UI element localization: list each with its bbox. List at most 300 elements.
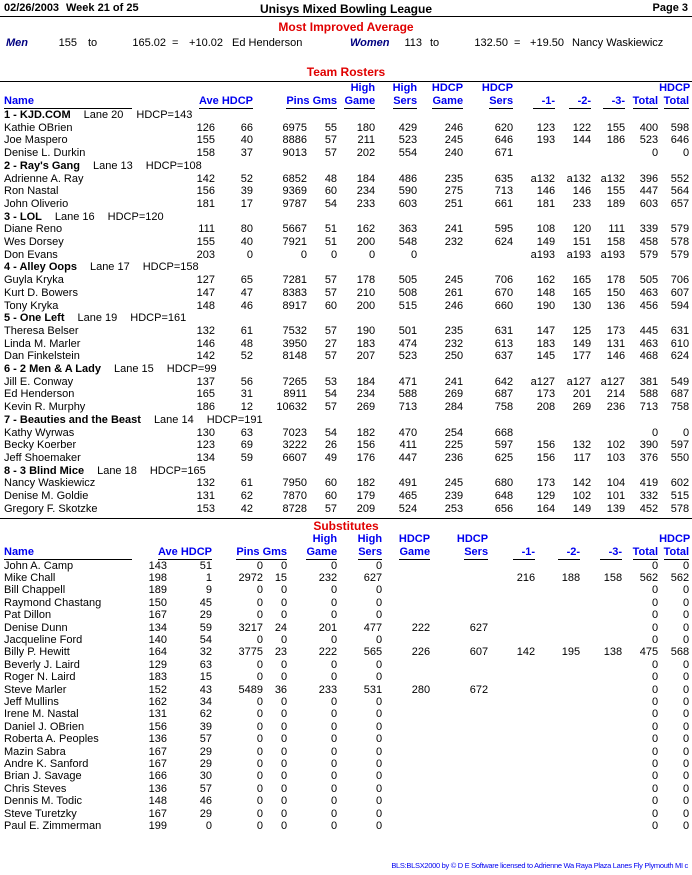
cell-hdcp-game: 240 bbox=[444, 147, 464, 160]
cell-high-sers: 0 bbox=[375, 609, 383, 622]
cell-pins: 0 bbox=[256, 733, 263, 746]
cell-game-1: a127 bbox=[530, 375, 556, 388]
cell-high-game: 179 bbox=[356, 490, 376, 503]
cell-hdcp-sers: 595 bbox=[494, 223, 514, 236]
cell-high-game: 162 bbox=[356, 223, 376, 236]
cell-hdcp-game bbox=[383, 770, 431, 782]
col-high-sers: Sers bbox=[393, 95, 418, 107]
cell-gms: 57 bbox=[324, 286, 338, 299]
bowler-name: Diane Reno bbox=[4, 223, 63, 236]
cell-game-3: 236 bbox=[606, 401, 626, 414]
table-row bbox=[2, 634, 690, 646]
cell-high-game: 201 bbox=[318, 621, 338, 634]
col-game-2: -2- bbox=[536, 545, 581, 560]
substitutes-table bbox=[2, 533, 690, 833]
cell-ave: 127 bbox=[196, 274, 215, 287]
table-row bbox=[2, 236, 690, 249]
cell-ave: 132 bbox=[196, 477, 215, 490]
cell-game-3 bbox=[581, 634, 623, 646]
cell-hdcp-game bbox=[383, 560, 431, 572]
cell-game-1 bbox=[489, 609, 536, 621]
cell-game-3: 104 bbox=[606, 477, 626, 490]
most-improved-row bbox=[0, 37, 692, 51]
col-hdcp-sers-top: HDCP bbox=[456, 532, 489, 545]
cell-game-2: a132 bbox=[566, 172, 592, 185]
lane-label: Lane 13 bbox=[92, 159, 133, 172]
team-header-cell bbox=[2, 261, 690, 274]
cell-game-2 bbox=[536, 671, 581, 683]
cell-game-2: a127 bbox=[566, 375, 592, 388]
cell-pins: 9787 bbox=[282, 197, 307, 210]
cell-hdcp-total: 0 bbox=[682, 609, 690, 622]
substitute-name: Denise Dunn bbox=[4, 621, 68, 634]
cell-total: 0 bbox=[651, 708, 659, 721]
cell-high-sers: 447 bbox=[398, 451, 418, 464]
cell-total: 0 bbox=[651, 695, 659, 708]
col-high-game: Game bbox=[344, 95, 376, 107]
cell-ave: 155 bbox=[196, 236, 215, 249]
cell-hdcp: 37 bbox=[240, 147, 253, 160]
cell-game-2 bbox=[536, 584, 581, 596]
cell-high-game: 0 bbox=[330, 795, 338, 808]
cell-hdcp-total: 578 bbox=[670, 502, 690, 515]
cell-high-sers: 508 bbox=[398, 286, 418, 299]
col-name: Name bbox=[2, 545, 146, 560]
cell-hdcp-total: 579 bbox=[670, 223, 690, 236]
cell-game-3 bbox=[581, 597, 623, 609]
cell-pins: 3222 bbox=[282, 439, 307, 452]
cell-game-3 bbox=[581, 721, 623, 733]
col-game-3: -3- bbox=[581, 545, 623, 560]
cell-game-1: a132 bbox=[530, 172, 556, 185]
cell-hdcp: 34 bbox=[199, 695, 212, 708]
cell-game-2: 269 bbox=[572, 401, 592, 414]
cell-hdcp: 65 bbox=[240, 274, 253, 287]
header-row-top bbox=[2, 533, 690, 545]
cell-game-3 bbox=[581, 659, 623, 671]
header-row-bottom bbox=[2, 94, 690, 109]
cell-hdcp-sers bbox=[431, 733, 489, 745]
cell-hdcp-game: 239 bbox=[444, 490, 464, 503]
cell-total: 0 bbox=[651, 683, 659, 696]
team-name: 2 - Ray's Gang bbox=[4, 159, 80, 172]
cell-ave: 147 bbox=[196, 286, 215, 299]
table-row bbox=[2, 758, 690, 770]
cell-hdcp-game: 232 bbox=[444, 236, 464, 249]
cell-game-2 bbox=[536, 770, 581, 782]
cell-game-1: 147 bbox=[536, 324, 556, 337]
cell-game-1 bbox=[514, 147, 556, 160]
cell-pins: 7950 bbox=[282, 477, 307, 490]
cell-high-game: 176 bbox=[356, 451, 376, 464]
cell-total: 0 bbox=[651, 820, 659, 833]
cell-ave: 134 bbox=[196, 451, 215, 464]
cell-gms: 0 bbox=[280, 559, 288, 572]
cell-pins: 0 bbox=[256, 609, 263, 622]
cell-hdcp: 62 bbox=[199, 708, 212, 721]
cell-hdcp-sers bbox=[431, 597, 489, 609]
cell-high-sers: 0 bbox=[375, 820, 383, 833]
cell-high-game: 0 bbox=[330, 584, 338, 597]
cell-hdcp-game: 232 bbox=[444, 337, 464, 350]
table-row bbox=[2, 646, 690, 658]
cell-game-3 bbox=[581, 671, 623, 683]
bowler-name: Ed Henderson bbox=[4, 388, 75, 401]
team-header-row bbox=[2, 465, 690, 478]
cell-game-2: 130 bbox=[572, 299, 592, 312]
cell-hdcp-sers: 661 bbox=[494, 197, 514, 210]
cell-pins: 0 bbox=[256, 596, 263, 609]
cell-game-1: 142 bbox=[516, 646, 536, 659]
cell-game-1: 183 bbox=[536, 337, 556, 350]
table-row bbox=[2, 696, 690, 708]
cell-total: 523 bbox=[639, 134, 659, 147]
cell-ave: 129 bbox=[148, 658, 167, 671]
cell-gms: 0 bbox=[280, 782, 288, 795]
cell-pins: 0 bbox=[256, 559, 263, 572]
lane-label: Lane 15 bbox=[113, 363, 154, 376]
cell-total: 456 bbox=[639, 299, 659, 312]
cell-hdcp-total: 624 bbox=[670, 350, 690, 363]
cell-game-2: 122 bbox=[572, 121, 592, 134]
cell-gms: 0 bbox=[280, 633, 288, 646]
cell-hdcp-sers: 648 bbox=[494, 490, 514, 503]
cell-game-3: 214 bbox=[606, 388, 626, 401]
cell-game-3: 158 bbox=[606, 236, 626, 249]
cell-pins: 5667 bbox=[282, 223, 307, 236]
cell-total: 0 bbox=[651, 758, 659, 770]
cell-gms: 57 bbox=[324, 324, 338, 337]
cell-hdcp-game: 251 bbox=[444, 197, 464, 210]
cell-gms: 49 bbox=[324, 451, 338, 464]
cell-high-game: 210 bbox=[356, 286, 376, 299]
cell-high-sers: 501 bbox=[398, 324, 418, 337]
cell-hdcp-total: 646 bbox=[670, 134, 690, 147]
men-equals-sign: = bbox=[172, 37, 179, 49]
cell-game-2 bbox=[536, 795, 581, 807]
cell-hdcp-game: 284 bbox=[444, 401, 464, 414]
cell-hdcp-sers: 631 bbox=[494, 324, 514, 337]
cell-game-1: 193 bbox=[536, 134, 556, 147]
cell-game-2 bbox=[556, 427, 592, 440]
cell-high-game: 0 bbox=[330, 633, 338, 646]
cell-hdcp: 45 bbox=[199, 596, 212, 609]
cell-hdcp-sers: 613 bbox=[494, 337, 514, 350]
cell-total: 562 bbox=[639, 571, 659, 584]
cell-gms: 0 bbox=[280, 708, 288, 721]
cell-hdcp: 17 bbox=[240, 197, 253, 210]
cell-hdcp-sers: 607 bbox=[469, 646, 489, 659]
cell-game-3 bbox=[581, 820, 623, 832]
men-to-word: to bbox=[88, 37, 98, 49]
team-name: 5 - One Left bbox=[4, 312, 65, 325]
cell-hdcp: 29 bbox=[199, 609, 212, 622]
report-date: 02/26/2003 bbox=[4, 2, 60, 14]
cell-hdcp-game bbox=[383, 758, 431, 770]
cell-hdcp: 48 bbox=[240, 337, 253, 350]
cell-high-sers: 0 bbox=[375, 671, 383, 684]
cell-hdcp-total: 0 bbox=[682, 758, 690, 770]
table-row bbox=[2, 503, 690, 516]
cell-ave: 156 bbox=[148, 720, 167, 733]
cell-game-2 bbox=[536, 808, 581, 820]
cell-high-sers: 0 bbox=[410, 248, 418, 261]
cell-gms: 0 bbox=[280, 820, 288, 833]
cell-high-game: 182 bbox=[356, 477, 376, 490]
cell-game-3 bbox=[581, 684, 623, 696]
cell-pins: 10632 bbox=[276, 401, 307, 414]
cell-hdcp: 56 bbox=[240, 375, 253, 388]
cell-hdcp-game: 246 bbox=[444, 299, 464, 312]
bowler-name: Nancy Waskiewicz bbox=[4, 477, 96, 490]
cell-hdcp-game: 250 bbox=[444, 350, 464, 363]
bowler-name: Becky Koerber bbox=[4, 439, 77, 452]
cell-hdcp: 12 bbox=[240, 401, 253, 414]
table-row bbox=[2, 490, 690, 503]
cell-total: 0 bbox=[651, 559, 659, 572]
cell-game-3 bbox=[581, 783, 623, 795]
team-header-row bbox=[2, 261, 690, 274]
cell-total: 0 bbox=[651, 633, 659, 646]
cell-pins: 7265 bbox=[282, 375, 307, 388]
cell-total: 0 bbox=[651, 795, 659, 808]
cell-pins: 8383 bbox=[282, 286, 307, 299]
page-number: Page 3 bbox=[652, 2, 688, 14]
cell-pins: 7281 bbox=[282, 274, 307, 287]
cell-high-game: 209 bbox=[356, 502, 376, 515]
cell-high-game: 0 bbox=[330, 770, 338, 783]
cell-ave: 130 bbox=[196, 426, 215, 439]
cell-total: 463 bbox=[639, 286, 659, 299]
cell-hdcp-game: 269 bbox=[444, 388, 464, 401]
cell-pins: 7532 bbox=[282, 324, 307, 337]
cell-game-3: 136 bbox=[606, 299, 626, 312]
cell-game-3: 131 bbox=[606, 337, 626, 350]
table-row bbox=[2, 338, 690, 351]
bowler-name: Linda M. Marler bbox=[4, 337, 81, 350]
team-hdcp-label: HDCP=143 bbox=[136, 109, 193, 121]
cell-high-sers: 471 bbox=[398, 375, 418, 388]
cell-ave: 148 bbox=[148, 795, 167, 808]
team-name: 1 - KJD.COM bbox=[4, 109, 71, 121]
cell-hdcp-sers bbox=[431, 609, 489, 621]
cell-hdcp-sers bbox=[431, 758, 489, 770]
men-to-average: 165.02 bbox=[132, 37, 166, 49]
cell-high-game: 0 bbox=[330, 745, 338, 758]
cell-high-game: 202 bbox=[356, 147, 376, 160]
cell-game-1: 173 bbox=[536, 388, 556, 401]
cell-total: 505 bbox=[639, 274, 659, 287]
team-header-row bbox=[2, 160, 690, 173]
cell-hdcp-sers bbox=[431, 820, 489, 832]
cell-hdcp-sers bbox=[431, 634, 489, 646]
cell-gms: 27 bbox=[324, 337, 338, 350]
substitute-name: Dennis M. Todic bbox=[4, 795, 83, 808]
cell-ave: 131 bbox=[196, 490, 215, 503]
cell-ave: 123 bbox=[196, 439, 215, 452]
cell-high-game: 180 bbox=[356, 121, 376, 134]
cell-high-game: 234 bbox=[356, 185, 376, 198]
cell-game-1 bbox=[489, 560, 536, 572]
cell-high-sers: 515 bbox=[398, 299, 418, 312]
cell-hdcp-game bbox=[383, 808, 431, 820]
cell-pins: 0 bbox=[300, 248, 307, 261]
cell-gms: 0 bbox=[330, 248, 338, 261]
cell-game-3: 146 bbox=[606, 350, 626, 363]
cell-hdcp: 61 bbox=[240, 477, 253, 490]
table-row bbox=[2, 185, 690, 198]
substitute-name: Mike Chall bbox=[4, 571, 56, 584]
cell-high-sers: 554 bbox=[398, 147, 418, 160]
cell-hdcp-sers bbox=[431, 721, 489, 733]
cell-hdcp-game bbox=[383, 659, 431, 671]
cell-total: 390 bbox=[639, 439, 659, 452]
cell-game-2 bbox=[536, 783, 581, 795]
lane-label: Lane 18 bbox=[97, 464, 137, 477]
cell-high-game: 182 bbox=[356, 426, 376, 439]
cell-game-2 bbox=[536, 696, 581, 708]
cell-hdcp-game bbox=[383, 609, 431, 621]
team-header-cell bbox=[2, 312, 690, 325]
table-row bbox=[2, 350, 690, 363]
cell-gms: 54 bbox=[324, 426, 338, 439]
table-row bbox=[2, 609, 690, 621]
cell-ave: 203 bbox=[196, 248, 215, 261]
cell-hdcp: 29 bbox=[199, 758, 212, 770]
cell-high-sers: 0 bbox=[375, 596, 383, 609]
cell-hdcp: 46 bbox=[199, 795, 212, 808]
men-improvement: +10.02 bbox=[189, 37, 223, 49]
women-to-average: 132.50 bbox=[474, 37, 508, 49]
cell-total: 0 bbox=[651, 426, 659, 439]
cell-hdcp-total: 0 bbox=[682, 733, 690, 746]
cell-ave: 134 bbox=[148, 621, 167, 634]
cell-hdcp: 39 bbox=[240, 185, 253, 198]
table-row bbox=[2, 173, 690, 186]
cell-game-1 bbox=[489, 597, 536, 609]
cell-game-1 bbox=[489, 708, 536, 720]
cell-ave: 162 bbox=[148, 695, 167, 708]
cell-game-3: a132 bbox=[600, 172, 626, 185]
cell-total: 381 bbox=[639, 375, 659, 388]
cell-ave: 146 bbox=[196, 337, 215, 350]
table-row bbox=[2, 223, 690, 236]
cell-pins: 0 bbox=[256, 671, 263, 684]
cell-high-game: 0 bbox=[330, 807, 338, 820]
cell-game-3 bbox=[592, 427, 626, 440]
col-game-1: -1- bbox=[514, 94, 556, 109]
cell-hdcp: 51 bbox=[199, 559, 212, 572]
team-hdcp-label: HDCP=108 bbox=[145, 159, 202, 172]
cell-game-1: 208 bbox=[536, 401, 556, 414]
cell-hdcp-total: 0 bbox=[682, 795, 690, 808]
cell-game-1 bbox=[489, 820, 536, 832]
cell-gms: 0 bbox=[280, 609, 288, 622]
cell-high-sers: 524 bbox=[398, 502, 418, 515]
table-row bbox=[2, 274, 690, 287]
col-high-game: Game bbox=[306, 545, 338, 558]
cell-high-sers: 465 bbox=[398, 490, 418, 503]
col-hdcp-sers-top: HDCP bbox=[481, 82, 514, 94]
cell-game-2: 188 bbox=[561, 571, 581, 584]
team-header-cell bbox=[2, 160, 690, 173]
cell-game-3 bbox=[581, 746, 623, 758]
cell-gms: 23 bbox=[274, 646, 288, 659]
cell-game-2: 165 bbox=[572, 274, 592, 287]
cell-gms: 24 bbox=[274, 621, 288, 634]
substitute-name: Billy P. Hewitt bbox=[4, 646, 70, 659]
bowler-name: Jeff Shoemaker bbox=[4, 451, 81, 464]
cell-hdcp-total: 0 bbox=[682, 782, 690, 795]
cell-high-sers: 411 bbox=[399, 439, 418, 452]
cell-game-1 bbox=[489, 746, 536, 758]
cell-hdcp: 0 bbox=[205, 820, 212, 833]
table-row bbox=[2, 783, 690, 795]
table-row bbox=[2, 388, 690, 401]
cell-pins: 0 bbox=[256, 807, 263, 820]
cell-gms: 60 bbox=[324, 299, 338, 312]
cell-game-1 bbox=[489, 721, 536, 733]
cell-high-sers: 0 bbox=[375, 782, 383, 795]
cell-hdcp-game bbox=[383, 746, 431, 758]
cell-pins: 3217 bbox=[238, 621, 263, 634]
cell-hdcp-game bbox=[383, 733, 431, 745]
substitute-name: Mazin Sabra bbox=[4, 745, 66, 758]
cell-pins: 0 bbox=[256, 770, 263, 783]
cell-gms: 0 bbox=[280, 758, 288, 770]
cell-total: 419 bbox=[639, 477, 659, 490]
cell-hdcp-sers: 713 bbox=[494, 185, 514, 198]
cell-hdcp-game bbox=[383, 696, 431, 708]
cell-game-2 bbox=[536, 659, 581, 671]
cell-game-2: 144 bbox=[572, 134, 592, 147]
cell-high-game: 190 bbox=[356, 324, 376, 337]
cell-game-3: 138 bbox=[603, 646, 623, 659]
cell-total: 339 bbox=[639, 223, 659, 236]
bowler-name: Don Evans bbox=[4, 248, 58, 261]
cell-game-2: 233 bbox=[572, 197, 592, 210]
table-row bbox=[2, 795, 690, 807]
table-row bbox=[2, 401, 690, 414]
col-game-2: -2- bbox=[556, 94, 592, 109]
cell-hdcp-game: 246 bbox=[444, 121, 464, 134]
cell-high-game: 233 bbox=[356, 197, 376, 210]
cell-high-game: 0 bbox=[368, 248, 376, 261]
col-hdcp-game: Game bbox=[399, 545, 431, 558]
team-hdcp-label: HDCP=165 bbox=[149, 464, 206, 477]
team-hdcp-label: HDCP=191 bbox=[206, 413, 263, 426]
cell-hdcp: 9 bbox=[205, 584, 212, 597]
cell-high-sers: 0 bbox=[375, 584, 383, 597]
cell-total: 0 bbox=[651, 782, 659, 795]
cell-game-1: 156 bbox=[536, 439, 556, 452]
cell-high-sers: 523 bbox=[398, 134, 418, 147]
cell-pins: 6852 bbox=[282, 172, 307, 185]
cell-ave: 164 bbox=[148, 646, 167, 659]
col-hdcp-game-top: HDCP bbox=[398, 532, 431, 545]
cell-hdcp-sers bbox=[464, 249, 514, 262]
cell-hdcp-total: 0 bbox=[682, 720, 690, 733]
col-hdcp-total: Total bbox=[663, 95, 690, 107]
cell-game-2: 146 bbox=[572, 185, 592, 198]
cell-pins: 0 bbox=[256, 745, 263, 758]
women-to-word: to bbox=[430, 37, 440, 49]
cell-ave: 142 bbox=[196, 350, 215, 363]
cell-total: 0 bbox=[651, 807, 659, 820]
cell-hdcp-sers bbox=[431, 808, 489, 820]
cell-hdcp-game: 245 bbox=[444, 477, 464, 490]
cell-hdcp-total: 552 bbox=[670, 172, 690, 185]
